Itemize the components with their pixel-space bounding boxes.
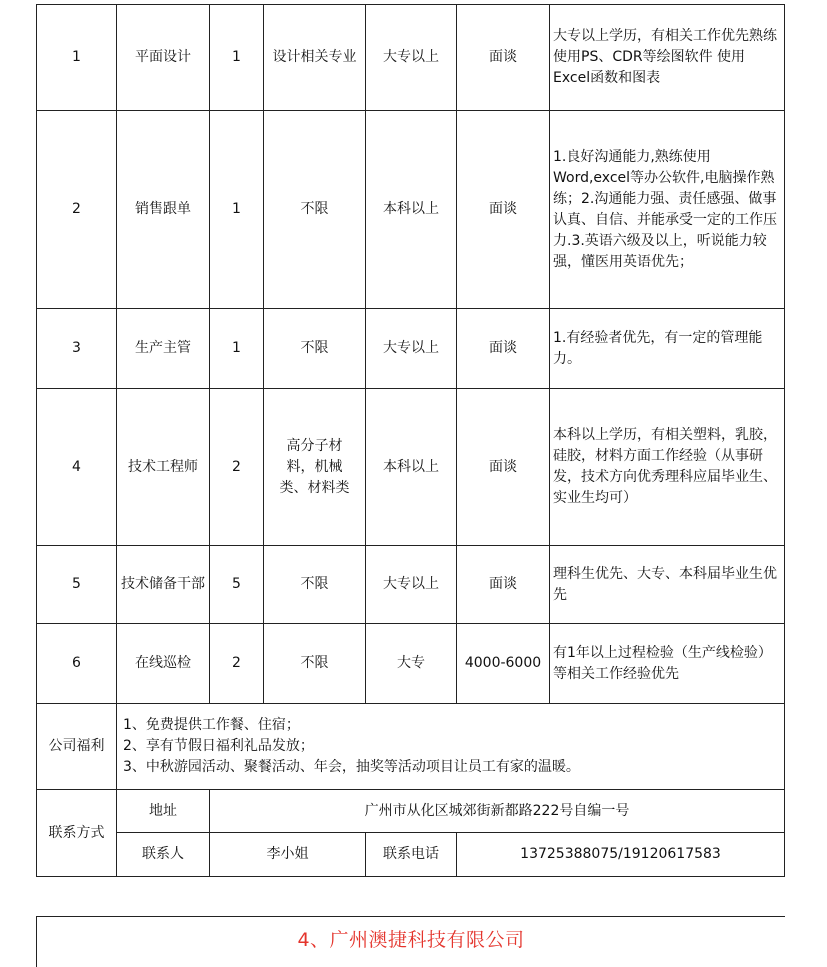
- table-row: [37, 624, 785, 704]
- job-education: 大专: [366, 624, 457, 704]
- job-title: 平面设计: [117, 5, 210, 111]
- job-count: 2: [210, 389, 264, 546]
- job-requirements: 大专以上学历，有相关工作优先熟练使用PS、CDR等绘图软件 使用Excel函数和图表: [550, 5, 785, 111]
- table-row: [37, 309, 785, 389]
- job-salary: 面谈: [457, 5, 550, 111]
- person-label: 联系人: [117, 833, 210, 877]
- table-row: [37, 546, 785, 624]
- job-no: 2: [37, 111, 117, 309]
- table-row: [37, 5, 785, 111]
- job-title: 在线巡检: [117, 624, 210, 704]
- job-title: 销售跟单: [117, 111, 210, 309]
- job-count: 1: [210, 309, 264, 389]
- table-row: [37, 111, 785, 309]
- phone-label: 联系电话: [366, 833, 457, 877]
- job-count: 2: [210, 624, 264, 704]
- job-count: 1: [210, 5, 264, 111]
- address-value: 广州市从化区城郊街新都路222号自编一号: [210, 790, 785, 833]
- contact-person-row: [37, 833, 785, 877]
- job-title: 生产主管: [117, 309, 210, 389]
- job-education: 大专以上: [366, 5, 457, 111]
- job-table: [36, 4, 785, 877]
- address-label: 地址: [117, 790, 210, 833]
- job-salary: 面谈: [457, 389, 550, 546]
- welfare-item: 2、享有节假日福利礼品发放；: [123, 738, 314, 754]
- job-requirements: 1.良好沟通能力,熟练使用Word,excel等办公软件,电脑操作熟练；2.沟通能力强、责任感强、做事认真、自信、并能承受一定的工作压力.3.英语六级及以上，听说能力较强，懂医用英语优先；: [550, 111, 785, 309]
- job-no: 3: [37, 309, 117, 389]
- phone-value: 13725388075/19120617583: [457, 833, 785, 877]
- job-major: 不限: [264, 111, 366, 309]
- job-title: 技术工程师: [117, 389, 210, 546]
- job-no: 6: [37, 624, 117, 704]
- job-salary: 4000-6000: [457, 624, 550, 704]
- job-title: 技术储备干部: [117, 546, 210, 624]
- welfare-list: [117, 704, 785, 790]
- welfare-item: 3、中秋游园活动、聚餐活动、年会，抽奖等活动项目让员工有家的温暖。: [123, 759, 580, 775]
- job-major: 高分子材料，机械类、材料类: [264, 389, 366, 546]
- job-no: 1: [37, 5, 117, 111]
- contact-address-row: [37, 790, 785, 833]
- job-major: 设计相关专业: [264, 5, 366, 111]
- job-education: 大专以上: [366, 546, 457, 624]
- job-salary: 面谈: [457, 546, 550, 624]
- job-education: 大专以上: [366, 309, 457, 389]
- company-title: 4、广州澳捷科技有限公司: [297, 929, 525, 951]
- table-row: [37, 389, 785, 546]
- job-education: 本科以上: [366, 389, 457, 546]
- next-company-section: [36, 916, 785, 967]
- job-requirements: 有1年以上过程检验（生产线检验）等相关工作经验优先: [550, 624, 785, 704]
- job-salary: 面谈: [457, 111, 550, 309]
- job-count: 5: [210, 546, 264, 624]
- welfare-row: [37, 704, 785, 790]
- welfare-label: 公司福利: [37, 704, 117, 790]
- job-requirements: 理科生优先、大专、本科届毕业生优先: [550, 546, 785, 624]
- job-no: 5: [37, 546, 117, 624]
- job-no: 4: [37, 389, 117, 546]
- job-salary: 面谈: [457, 309, 550, 389]
- job-requirements: 1.有经验者优先，有一定的管理能力。: [550, 309, 785, 389]
- job-education: 本科以上: [366, 111, 457, 309]
- job-count: 1: [210, 111, 264, 309]
- welfare-item: 1、免费提供工作餐、住宿；: [123, 717, 300, 733]
- job-major: 不限: [264, 546, 366, 624]
- job-major: 不限: [264, 624, 366, 704]
- job-requirements: 本科以上学历，有相关塑料，乳胶，硅胶，材料方面工作经验（从事研发，技术方向优秀理科应届毕业生、实业生均可）: [550, 389, 785, 546]
- person-value: 李小姐: [210, 833, 366, 877]
- contact-label: 联系方式: [37, 790, 117, 877]
- job-major: 不限: [264, 309, 366, 389]
